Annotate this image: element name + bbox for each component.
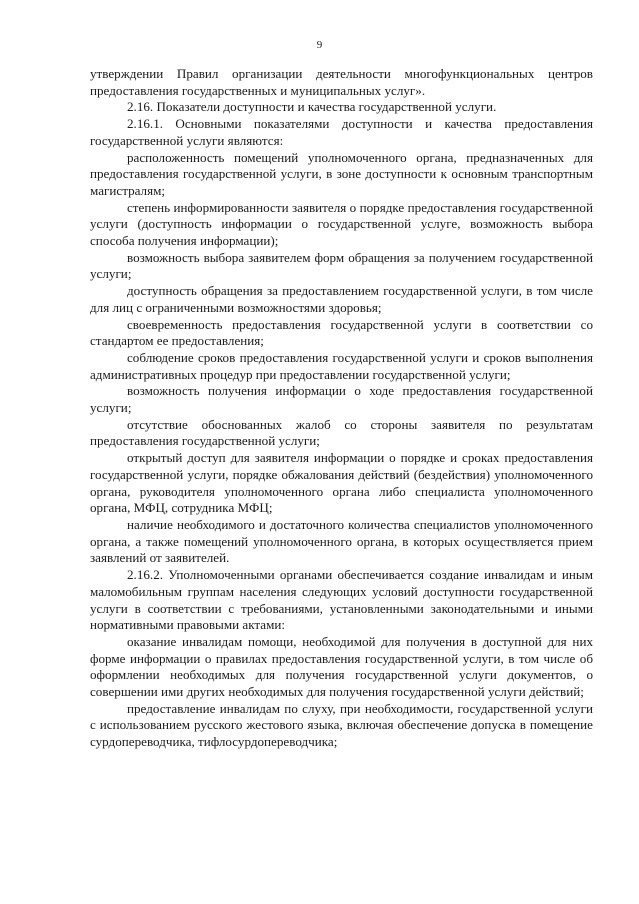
list-item: возможность получения информации о ходе предоставления государственной услуги;	[90, 383, 593, 416]
list-item: оказание инвалидам помощи, необходимой для получения в доступной для них форме информации о правилах предоставления государственной услуги, в том числе об оформлении необходимых для получения государственной услуги документов, о совершении ими других необходимых для получения государственной услуги действий;	[90, 633, 593, 700]
page-number: 9	[316, 39, 323, 51]
list-item: возможность выбора заявителем форм обращения за получением государственной услуги;	[90, 249, 593, 282]
list-item: предоставление инвалидам по слуху, при необходимости, государственной услуги с использованием русского жестового языка, включая обеспечение допуска в помещение сурдопереводчика, тифлосурдопереводчика;	[90, 700, 593, 750]
list-item: наличие необходимого и достаточного количества специалистов уполномоченного органа, а также помещений уполномоченного органа, в которых осуществляется прием заявлений от заявителей.	[90, 516, 593, 566]
list-item: соблюдение сроков предоставления государственной услуги и сроков выполнения административных процедур при предоставлении государственной услуги;	[90, 349, 593, 382]
document-body	[90, 66, 593, 751]
list-item: своевременность предоставления государственной услуги в соответствии со стандартом ее предоставления;	[90, 316, 593, 349]
list-item: доступность обращения за предоставлением государственной услуги, в том числе для лиц с ограниченными возможностями здоровья;	[90, 283, 593, 315]
section-heading: 2.16. Показатели доступности и качества государственной услуги.	[127, 99, 497, 115]
list-item: степень информированности заявителя о порядке предоставления государственной услуги (доступность информации о государственной услуге, возможность выбора способа получения информации);	[90, 199, 593, 249]
list-item: расположенность помещений уполномоченного органа, предназначенных для предоставления государственной услуги, в зоне доступности к основным транспортным магистралям;	[90, 149, 593, 198]
list-item: отсутствие обоснованных жалоб со стороны заявителя по результатам предоставления государственной услуги;	[90, 416, 593, 449]
paragraph: 2.16.2. Уполномоченными органами обеспечивается создание инвалидам и иным маломобильным группам населения следующих условий доступности государственной услуги в соответствии с требованиями, установленными законодательными и иными нормативными правовыми актами:	[90, 567, 593, 633]
paragraph: утверждении Правил организации деятельности многофункциональных центров предоставления государственных и муниципальных услуг».	[90, 66, 593, 98]
paragraph: 2.16.1. Основными показателями доступности и качества предоставления государственной услуги являются:	[90, 116, 593, 148]
list-item: открытый доступ для заявителя информации о порядке и сроках предоставления государственной услуги, порядке обжалования действий (бездействия) уполномоченного органа, руководителя уполномоченного органа либо специалиста уполномоченного органа, МФЦ, сотрудника МФЦ;	[90, 450, 593, 516]
